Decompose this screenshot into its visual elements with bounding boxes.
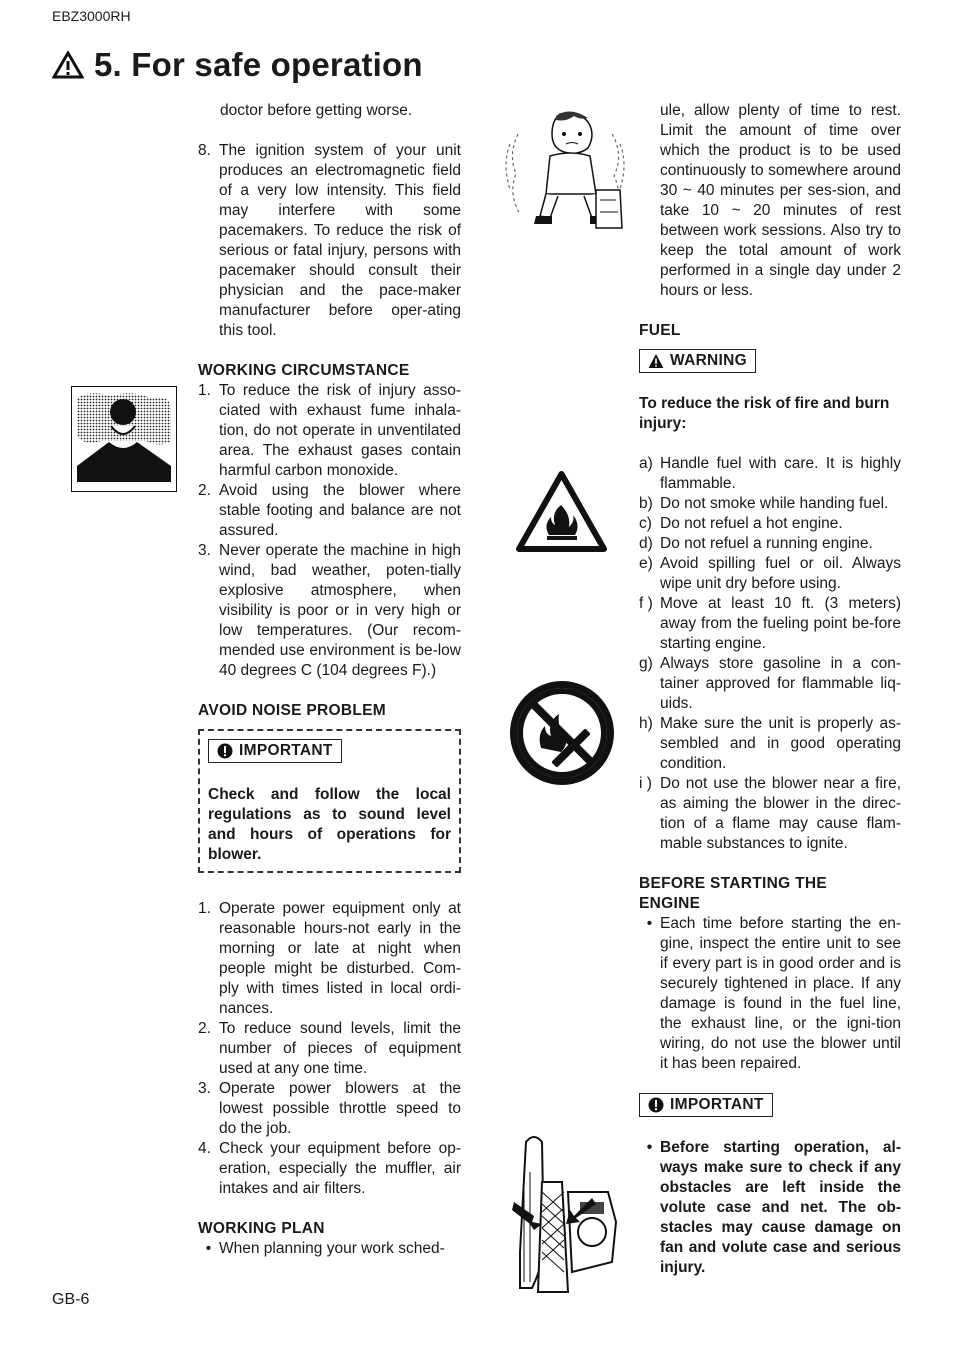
important-list-item: • Before starting operation, al-ways make sure to check if any obstacles are left inside the volute case and net. The ob-stacles may cause damage on fan and volute case and serious injury. xyxy=(646,1139,901,1276)
working-circumstance-heading: WORKING CIRCUMSTANCE xyxy=(198,362,410,379)
list-item: 2. Avoid using the blower where stable footing and balance are not assured. xyxy=(198,482,461,539)
avoid-noise-heading: AVOID NOISE PROBLEM xyxy=(198,702,386,719)
section-title-text: 5. For safe operation xyxy=(94,46,423,83)
list-item: c) Do not refuel a hot engine. xyxy=(639,515,843,532)
model-number: EBZ3000RH xyxy=(52,8,131,24)
list-item: 4. Check your equipment before op-eration, especially the muffler, air intakes and air filters. xyxy=(198,1140,461,1197)
section-title xyxy=(52,46,423,84)
flammable-warning-icon xyxy=(515,471,608,553)
exhaust-fume-icon xyxy=(71,386,177,492)
important-text: Check and follow the local regulations as to sound level and hours of operations for blower. xyxy=(208,786,451,863)
important-tag: IMPORTANT xyxy=(639,1093,773,1117)
blower-intake-icon xyxy=(512,1132,622,1294)
tired-worker-icon xyxy=(500,104,630,234)
before-starting-heading: BEFORE STARTING THE ENGINE xyxy=(639,875,827,912)
fuel-heading: FUEL xyxy=(639,322,681,339)
exclamation-circle-icon xyxy=(217,743,233,759)
list-item: f ) Move at least 10 ft. (3 meters) away from the fueling point be-fore starting engine. xyxy=(639,595,901,652)
left-column xyxy=(198,101,461,1259)
warning-triangle-icon xyxy=(52,51,84,79)
page-number: GB-6 xyxy=(52,1291,90,1308)
list-item: g) Always store gasoline in a con-tainer approved for flammable liq-uids. xyxy=(639,655,901,712)
plan-continuation: ule, allow plenty of time to rest. Limit the amount of time over which the product is to be used continuously to somewhere around 30 ~ 40 minutes per ses-sion, and take 10 ~ 20 minutes of rest between work sessions. Also try to keep the total amount of work performed in a single day under 2 hours or less. xyxy=(660,102,901,299)
list-item: • When planning your work sched- xyxy=(205,1240,445,1257)
working-plan-heading: WORKING PLAN xyxy=(198,1220,325,1237)
warning-tag: WARNING xyxy=(639,349,756,373)
list-item: b) Do not smoke while handing fuel. xyxy=(639,495,889,512)
list-item: e) Avoid spilling fuel or oil. Always wipe unit dry before using. xyxy=(639,555,901,592)
list-item: a) Handle fuel with care. It is highly flammable. xyxy=(639,455,901,492)
list-item: 8. The ignition system of your unit produces an electromagnetic field of a very low intensity. This field may interfere with some pacemakers. To reduce the risk of serious or fatal injury, persons with pacemaker should consult their physician and the pace-maker manufacturer before oper-ating this tool. xyxy=(198,142,461,339)
warning-triangle-icon xyxy=(648,353,664,369)
list-item: • Each time before starting the en-gine, inspect the entire unit to see if every part is in good order and is securely tightened in place. If any damage is found in the fuel line, the exhaust line, or the igni-tion wiring, do not use the blower until it has been repaired. xyxy=(646,915,901,1072)
list-item: 1. Operate power equipment only at reasonable hours-not early in the morning or late at night when people might be disturbed. Com-ply with times listed in local ordi-nances. xyxy=(198,900,461,1017)
list-item: d) Do not refuel a running engine. xyxy=(639,535,873,552)
list-item: 1. To reduce the risk of injury asso-ciated with exhaust fume inhala-tion, do not operate in unventilated area. The exhaust gases contain harmful carbon monoxide. xyxy=(198,382,461,479)
exclamation-circle-icon xyxy=(648,1097,664,1113)
intro-continuation: doctor before getting worse. xyxy=(220,102,413,119)
important-box xyxy=(198,729,461,873)
list-item: h) Make sure the unit is properly as-sembled and in good operating condition. xyxy=(639,715,901,772)
important-tag: IMPORTANT xyxy=(208,739,342,763)
list-item: 3. Operate power blowers at the lowest possible throttle speed to do the job. xyxy=(198,1080,461,1137)
list-item: 2. To reduce sound levels, limit the number of pieces of equipment used at any one time. xyxy=(198,1020,461,1077)
warning-text: To reduce the risk of fire and burn injury: xyxy=(639,395,890,432)
list-item: i ) Do not use the blower near a fire, as aiming the blower in the direc-tion of a flame may cause flam-mable substances to ignite. xyxy=(639,775,901,852)
list-item: 3. Never operate the machine in high wind, bad weather, poten-tially explosive atmosphere, when visibility is poor or in very high or low temperatures. (Our recom-mended use environment is be-low 40 degrees C (104 degrees F).) xyxy=(198,542,461,679)
no-smoking-icon xyxy=(507,678,617,788)
right-column xyxy=(639,101,901,1278)
